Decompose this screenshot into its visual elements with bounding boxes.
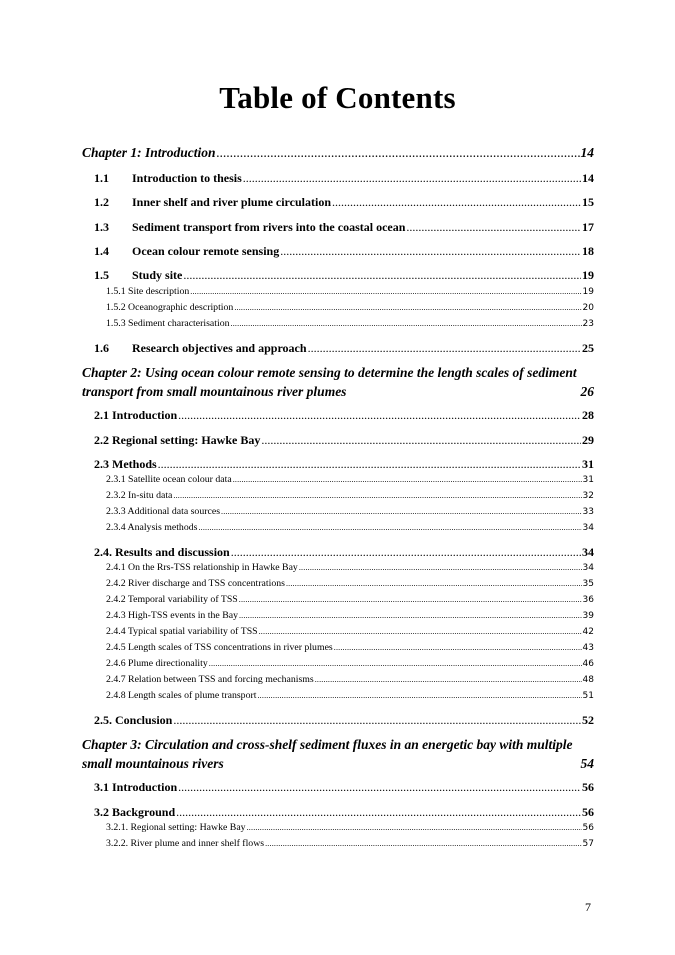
dot-leader xyxy=(231,545,581,560)
dot-leader xyxy=(406,220,581,235)
section-page: 31 xyxy=(582,457,594,471)
dot-leader xyxy=(178,408,581,423)
dot-leader xyxy=(190,287,581,296)
toc-entry-subsection[interactable] xyxy=(106,642,594,653)
section-page: 15 xyxy=(582,195,594,209)
subsection-label: 2.3.3 Additional data sources xyxy=(106,506,221,517)
dot-leader xyxy=(332,195,581,210)
page-number: 7 xyxy=(585,900,591,914)
section-number: 1.3 xyxy=(94,220,109,234)
section-page: 18 xyxy=(582,244,594,258)
subsection-page: 35 xyxy=(582,579,594,589)
section-page: 25 xyxy=(582,341,594,355)
section-page: 29 xyxy=(582,433,594,447)
dot-leader xyxy=(217,145,580,161)
subsection-label: 2.4.4 Typical spatial variability of TSS xyxy=(106,626,258,637)
dot-leader xyxy=(261,433,581,448)
toc-entry-page: 14 xyxy=(580,145,594,160)
section-label: 2.3 Methods xyxy=(94,457,157,471)
subsection-label: 2.4.7 Relation between TSS and forcing mechanisms xyxy=(106,674,314,685)
subsection-label: 3.2.1. Regional setting: Hawke Bay xyxy=(106,822,246,833)
subsection-page: 34 xyxy=(582,563,594,573)
dot-leader xyxy=(183,268,581,283)
subsection-page: 51 xyxy=(582,691,594,701)
toc-entry-subsection[interactable] xyxy=(106,522,594,533)
toc-entry-subsection[interactable] xyxy=(106,838,594,849)
dot-leader xyxy=(334,643,582,652)
subsection-page: 36 xyxy=(582,595,594,605)
toc-entry-subsection[interactable] xyxy=(106,658,594,669)
section-label: 3.2 Background xyxy=(94,805,176,819)
section-label: Study site xyxy=(132,268,183,282)
toc-entry-subsection[interactable] xyxy=(106,690,594,701)
dot-leader xyxy=(209,659,582,668)
section-number: 1.6 xyxy=(94,341,109,355)
toc-entry-label: Chapter 1: Introduction xyxy=(82,145,216,160)
toc-entry-subsection[interactable] xyxy=(106,474,594,485)
dot-leader xyxy=(265,839,581,848)
section-label: 2.2 Regional setting: Hawke Bay xyxy=(94,433,261,447)
subsection-page: 31 xyxy=(582,475,594,485)
subsection-page: 20 xyxy=(582,303,594,313)
chapter-title-line-2: transport from small mountainous river plumes xyxy=(82,384,347,399)
subsection-label: 2.4.1 On the Rrs-TSS relationship in Hawke Bay xyxy=(106,562,298,573)
subsection-page: 42 xyxy=(582,627,594,637)
section-label: Sediment transport from rivers into the coastal ocean xyxy=(132,220,406,234)
toc-entry-subsection[interactable] xyxy=(106,610,594,621)
dot-leader xyxy=(239,595,582,604)
toc-entry-subsection[interactable] xyxy=(106,506,594,517)
section-page: 17 xyxy=(582,220,594,234)
chapter-title-line-1: Chapter 3: Circulation and cross-shelf sediment fluxes in an energetic bay with multiple xyxy=(82,737,573,752)
dot-leader xyxy=(158,457,581,472)
section-label: 2.1 Introduction xyxy=(94,408,178,422)
section-label: 2.5. Conclusion xyxy=(94,713,173,727)
dot-leader xyxy=(315,675,582,684)
toc-entry-section[interactable] xyxy=(94,220,594,235)
toc-entry-subsection[interactable] xyxy=(106,594,594,605)
section-label: Introduction to thesis xyxy=(132,171,242,185)
toc-entry-chapter-3[interactable] xyxy=(82,735,594,773)
subsection-page: 33 xyxy=(582,507,594,517)
chapter-title-line-2: small mountainous rivers xyxy=(82,756,224,771)
toc-entry-subsection[interactable] xyxy=(106,302,594,313)
dot-leader xyxy=(173,713,581,728)
subsection-page: 46 xyxy=(582,659,594,669)
section-label: 2.4. Results and discussion xyxy=(94,545,230,559)
dot-leader xyxy=(234,303,581,312)
dot-leader xyxy=(259,627,582,636)
subsection-label: 2.4.5 Length scales of TSS concentrations in river plumes xyxy=(106,642,333,653)
section-number: 1.2 xyxy=(94,195,109,209)
toc-entry-section[interactable] xyxy=(94,341,594,356)
subsection-page: 57 xyxy=(582,839,594,849)
subsection-page: 48 xyxy=(582,675,594,685)
toc-entry-section[interactable] xyxy=(94,244,594,259)
dot-leader xyxy=(257,691,581,700)
subsection-page: 19 xyxy=(582,287,594,297)
subsection-label: 2.3.4 Analysis methods xyxy=(106,522,198,533)
dot-leader xyxy=(243,171,581,186)
section-number: 1.1 xyxy=(94,171,109,185)
subsection-label: 2.4.6 Plume directionality xyxy=(106,658,208,669)
dot-leader xyxy=(247,823,582,832)
toc-entry-chapter-2[interactable] xyxy=(82,363,594,401)
subsection-page: 34 xyxy=(582,523,594,533)
toc-entry-subsection[interactable] xyxy=(106,626,594,637)
page-title: Table of Contents xyxy=(219,80,456,115)
section-page: 34 xyxy=(582,545,594,559)
chapter-page: 54 xyxy=(580,756,594,771)
toc-entry-subsection[interactable] xyxy=(106,578,594,589)
section-number: 1.4 xyxy=(94,244,109,258)
dot-leader xyxy=(299,563,582,572)
chapter-page: 26 xyxy=(580,384,594,399)
toc-entry-section[interactable] xyxy=(94,195,594,210)
subsection-label: 2.4.3 High-TSS events in the Bay xyxy=(106,610,238,621)
section-label: 3.1 Introduction xyxy=(94,780,178,794)
subsection-label: 2.4.2 River discharge and TSS concentrations xyxy=(106,578,285,589)
subsection-label: 1.5.2 Oceanographic description xyxy=(106,302,234,313)
dot-leader xyxy=(233,475,582,484)
toc-entry-subsection[interactable] xyxy=(106,318,594,329)
toc-entry-section[interactable] xyxy=(94,408,594,423)
subsection-label: 2.4.2 Temporal variability of TSS xyxy=(106,594,238,605)
section-label: Research objectives and approach xyxy=(132,341,307,355)
section-page: 56 xyxy=(582,805,594,819)
toc-entry-section[interactable] xyxy=(94,268,594,283)
dot-leader xyxy=(286,579,582,588)
section-page: 56 xyxy=(582,780,594,794)
subsection-label: 1.5.3 Sediment characterisation xyxy=(106,318,230,329)
toc-entry-chapter-1[interactable] xyxy=(82,145,594,161)
subsection-label: 2.3.1 Satellite ocean colour data xyxy=(106,474,232,485)
section-number: 1.5 xyxy=(94,268,109,282)
toc-entry-section[interactable] xyxy=(94,171,594,186)
toc-entry-subsection[interactable] xyxy=(106,822,594,833)
dot-leader xyxy=(308,341,581,356)
toc-entry-section[interactable] xyxy=(94,805,594,820)
subsection-label: 1.5.1 Site description xyxy=(106,286,190,297)
dot-leader xyxy=(221,507,582,516)
toc-entry-section[interactable] xyxy=(94,457,594,472)
section-label: Inner shelf and river plume circulation xyxy=(132,195,332,209)
toc-entry-subsection[interactable] xyxy=(106,490,594,501)
subsection-page: 39 xyxy=(582,611,594,621)
section-page: 14 xyxy=(582,171,594,185)
dot-leader xyxy=(178,780,581,795)
section-page: 19 xyxy=(582,268,594,282)
toc-entry-subsection[interactable] xyxy=(106,562,594,573)
dot-leader xyxy=(173,491,581,500)
dot-leader xyxy=(239,611,582,620)
subsection-page: 23 xyxy=(582,319,594,329)
toc-entry-section[interactable] xyxy=(94,545,594,560)
toc-entry-section[interactable] xyxy=(94,433,594,448)
subsection-page: 43 xyxy=(582,643,594,653)
section-page: 28 xyxy=(582,408,594,422)
section-label: Ocean colour remote sensing xyxy=(132,244,280,258)
dot-leader xyxy=(231,319,582,328)
dot-leader xyxy=(280,244,581,259)
dot-leader xyxy=(198,523,581,532)
toc-entry-subsection[interactable] xyxy=(106,286,594,297)
dot-leader xyxy=(176,805,581,820)
toc-entry-section[interactable] xyxy=(94,780,594,795)
subsection-page: 32 xyxy=(582,491,594,501)
subsection-label: 2.4.8 Length scales of plume transport xyxy=(106,690,257,701)
toc-entry-subsection[interactable] xyxy=(106,674,594,685)
subsection-label: 2.3.2 In-situ data xyxy=(106,490,173,501)
subsection-page: 56 xyxy=(582,823,594,833)
chapter-title-line-1: Chapter 2: Using ocean colour remote sensing to determine the length scales of sediment xyxy=(82,365,577,380)
section-page: 52 xyxy=(582,713,594,727)
toc-entry-section[interactable] xyxy=(94,713,594,728)
subsection-label: 3.2.2. River plume and inner shelf flows xyxy=(106,838,265,849)
